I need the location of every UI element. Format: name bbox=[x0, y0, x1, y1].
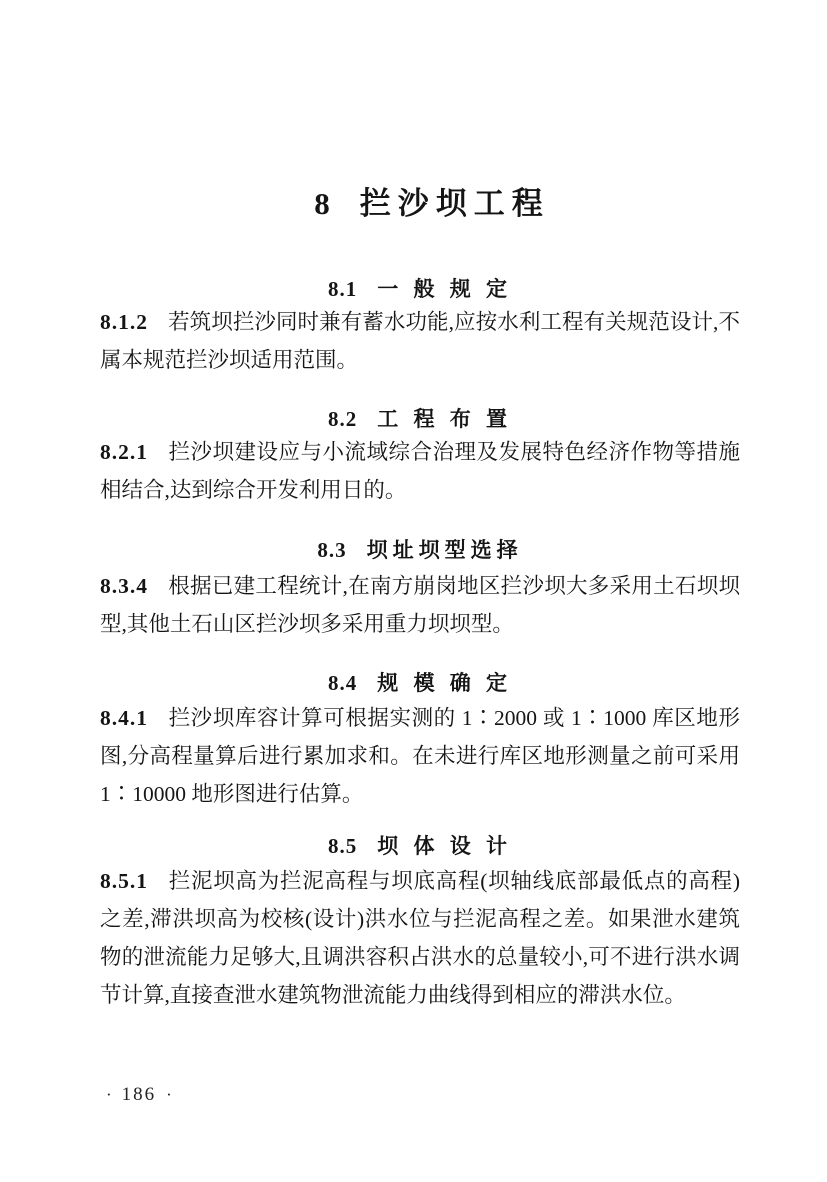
section-title: 坝址坝型选择 bbox=[366, 538, 523, 562]
clause-text: 拦泥坝高为拦泥高程与坝底高程(坝轴线底部最低点的高程)之差,滞洪坝高为校核(设计)洪水位与拦泥高程之差。如果泄水建筑物的泄流能力足够大,且调洪容积占洪水的总量较小,可不进行洪水调节计算,直接查泄水建筑物泄流能力曲线得到相应的滞洪水位。 bbox=[100, 869, 740, 1007]
section-header-8-4 bbox=[100, 670, 740, 696]
clause-number: 8.1.2 bbox=[100, 310, 148, 334]
clause-8-2-1 bbox=[100, 433, 740, 509]
footer-left-dot: · bbox=[106, 1085, 112, 1104]
clause-number: 8.3.4 bbox=[100, 574, 148, 598]
clause-number: 8.5.1 bbox=[100, 869, 148, 893]
footer-right-dot: · bbox=[166, 1085, 172, 1104]
chapter-number: 8 bbox=[314, 186, 330, 221]
clause-8-1-2 bbox=[100, 303, 740, 379]
clause-8-5-1 bbox=[100, 862, 740, 1014]
section-title: 一 般 规 定 bbox=[377, 277, 512, 301]
clause-text: 拦沙坝库容计算可根据实测的 1∶2000 或 1∶1000 库区地形图,分高程量算后进行累加求和。在未进行库区地形测量之前可采用 1∶10000 地形图进行估算。 bbox=[100, 706, 740, 806]
section-number: 8.3 bbox=[317, 538, 347, 562]
section-header-8-3 bbox=[100, 537, 740, 563]
section-header-8-5 bbox=[100, 833, 740, 859]
clause-text: 若筑坝拦沙同时兼有蓄水功能,应按水利工程有关规范设计,不属本规范拦沙坝适用范围。 bbox=[100, 310, 740, 372]
section-number: 8.2 bbox=[328, 407, 358, 431]
section-header-8-1 bbox=[100, 276, 740, 302]
section-title: 规 模 确 定 bbox=[377, 671, 512, 695]
section-title: 工 程 布 置 bbox=[377, 407, 512, 431]
chapter-title bbox=[114, 178, 750, 223]
section-title: 坝 体 设 计 bbox=[377, 834, 512, 858]
page-footer bbox=[106, 1084, 172, 1106]
section-header-8-2 bbox=[100, 406, 740, 432]
clause-number: 8.4.1 bbox=[100, 706, 148, 730]
section-number: 8.4 bbox=[328, 671, 358, 695]
clause-8-4-1 bbox=[100, 699, 740, 813]
section-number: 8.5 bbox=[328, 834, 358, 858]
chapter-title-text: 拦沙坝工程 bbox=[359, 186, 550, 221]
section-number: 8.1 bbox=[328, 277, 358, 301]
page-number: 186 bbox=[121, 1084, 157, 1105]
clause-text: 根据已建工程统计,在南方崩岗地区拦沙坝大多采用土石坝坝型,其他土石山区拦沙坝多采用重力坝坝型。 bbox=[100, 574, 740, 636]
clause-number: 8.2.1 bbox=[100, 440, 148, 464]
clause-text: 拦沙坝建设应与小流域综合治理及发展特色经济作物等措施相结合,达到综合开发利用日的。 bbox=[100, 440, 740, 502]
clause-8-3-4 bbox=[100, 567, 740, 643]
